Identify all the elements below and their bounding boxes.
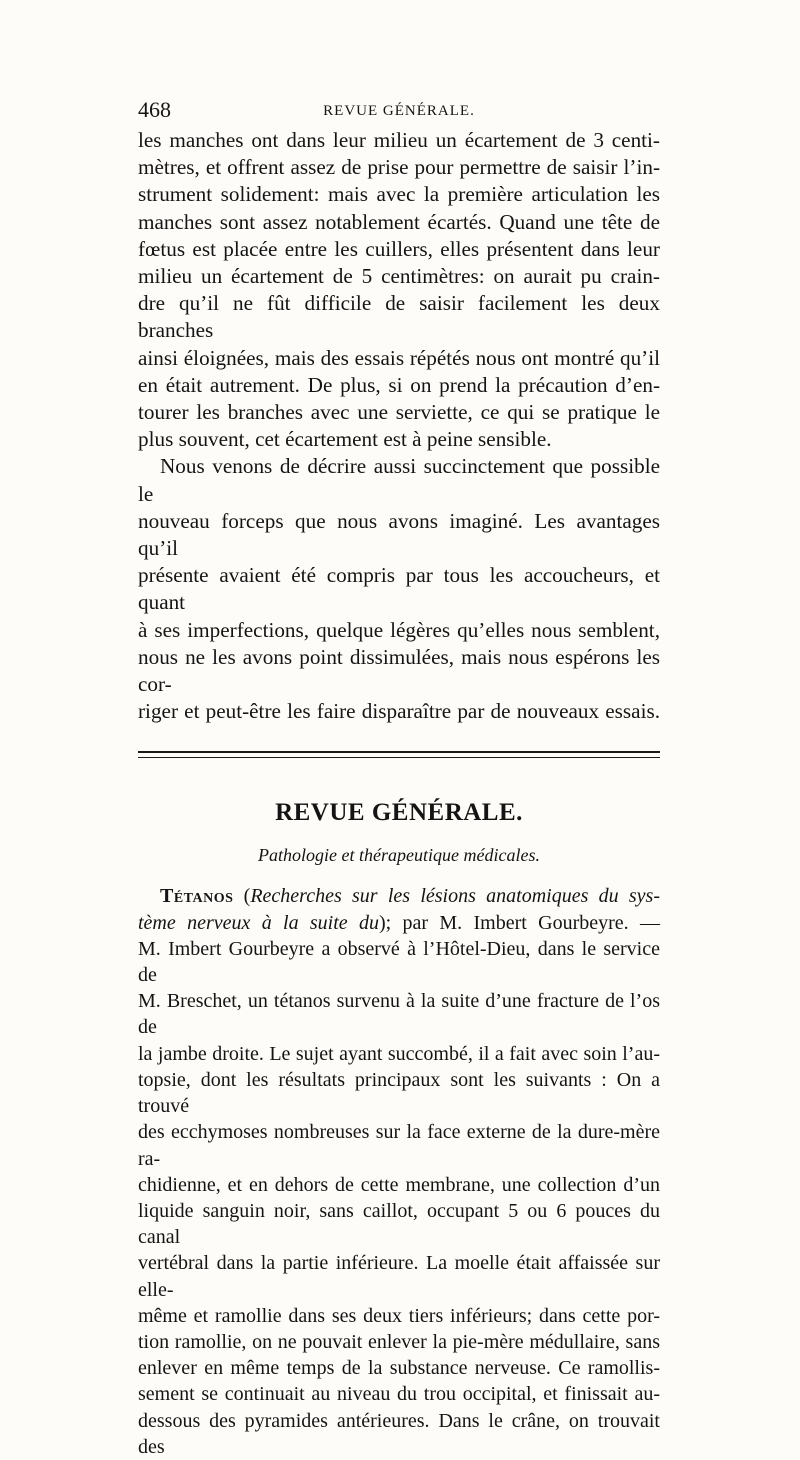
divider-rule-thin — [138, 757, 660, 758]
page-number: 468 — [138, 97, 171, 122]
text-line: plus souvent, cet écartement est à peine sensible. — [138, 427, 552, 452]
text-line: enlever en même temps de la substance nerveuse. Ce ramollis- — [138, 1357, 660, 1380]
text-line: présente avaient été compris par tous les accoucheurs, et quant — [138, 563, 660, 615]
text-line: Nous venons de décrire aussi succinctement que possible le — [138, 454, 660, 506]
open-paren: ( — [233, 885, 251, 908]
article-reference-title-cont: tème nerveux à la suite du — [138, 911, 379, 934]
divider-rule-thick — [138, 751, 660, 753]
text-line: M. Breschet, un tétanos survenu à la suite d’une fracture de l’os de — [138, 990, 660, 1039]
paragraph-forceps-conclusion — [138, 453, 660, 725]
text-line: dessous des pyramides antérieures. Dans le crâne, on trouvait des — [138, 1409, 660, 1458]
text-line: à ses imperfections, quelque légères qu’elles nous semblent, — [138, 617, 660, 642]
text-line: sement se continuait au niveau du trou occipital, et finissait au- — [138, 1383, 660, 1406]
text-line: fœtus est placée entre les cuillers, elles présentent dans leur — [138, 236, 660, 261]
running-head — [138, 97, 660, 127]
text-line: strument solidement: mais avec la première articulation les — [138, 182, 660, 207]
article-heading-line — [138, 910, 660, 936]
text-line: les manches ont dans leur milieu un écartement de 3 centi- — [138, 128, 660, 152]
article-tetanos — [138, 883, 660, 1459]
section-subtitle: Pathologie et thérapeutique médicales. — [258, 845, 540, 866]
text-line: la jambe droite. Le sujet ayant succombé, il a fait avec soin l’au- — [138, 1042, 660, 1065]
text-line: chidienne, et en dehors de cette membrane, une collection d’un — [138, 1173, 660, 1196]
text-line: tion ramollie, on ne pouvait enlever la pie-mère médullaire, sans — [138, 1330, 660, 1353]
text-line: nous ne les avons point dissimulées, mais nous espérons les cor- — [138, 644, 660, 697]
text-line: topsie, dont les résultats principaux sont les suivants : On a trouvé — [138, 1068, 660, 1118]
text-line: même et ramollie dans ses deux tiers inférieurs; dans cette por- — [138, 1304, 660, 1327]
text-line: manches sont assez notablement écartés. Quand une tête de — [138, 209, 660, 234]
article-paragraph — [138, 883, 660, 1459]
text-line: M. Imbert Gourbeyre a observé à l’Hôtel-Dieu, dans le service de — [138, 937, 660, 987]
text-line: liquide sanguin noir, sans caillot, occupant 5 ou 6 pouces du canal — [138, 1199, 660, 1249]
text-line: dre qu’il ne fût difficile de saisir facilement les deux branches — [138, 291, 660, 343]
text-line: vertébral dans la partie inférieure. La moelle était affaissée sur elle- — [138, 1252, 660, 1301]
section-title: REVUE GÉNÉRALE. — [275, 799, 523, 827]
text-line: tourer les branches avec une serviette, ce qui se pratique le — [138, 400, 660, 425]
text-line: mètres, et offrent assez de prise pour permettre de saisir l’in- — [138, 155, 660, 180]
paragraph-forceps-description — [138, 127, 660, 453]
text-line: milieu un écartement de 5 centimètres: on aurait pu crain- — [138, 264, 660, 289]
article-lead-word: Tétanos — [160, 885, 234, 908]
section-divider — [138, 751, 660, 758]
book-page — [138, 97, 660, 1460]
text-line: nouveau forceps que nous avons imaginé. Les avantages qu’il — [138, 508, 660, 561]
text-line: riger et peut-être les faire disparaître par de nouveaux essais. — [138, 699, 660, 724]
text-line: des ecchymoses nombreuses sur la face externe de la dure-mère ra- — [138, 1121, 660, 1170]
article-heading-line — [138, 883, 660, 909]
running-title: REVUE GÉNÉRALE. — [323, 103, 475, 119]
text-line: ainsi éloignées, mais des essais répétés nous ont montré qu’il — [138, 345, 660, 370]
article-reference-title: Recherches sur les lésions anatomiques du sys- — [250, 885, 660, 908]
text-line: en était autrement. De plus, si on prend la précaution d’en- — [138, 372, 660, 397]
article-author: ); par M. Imbert Gourbeyre. — — [379, 911, 660, 934]
